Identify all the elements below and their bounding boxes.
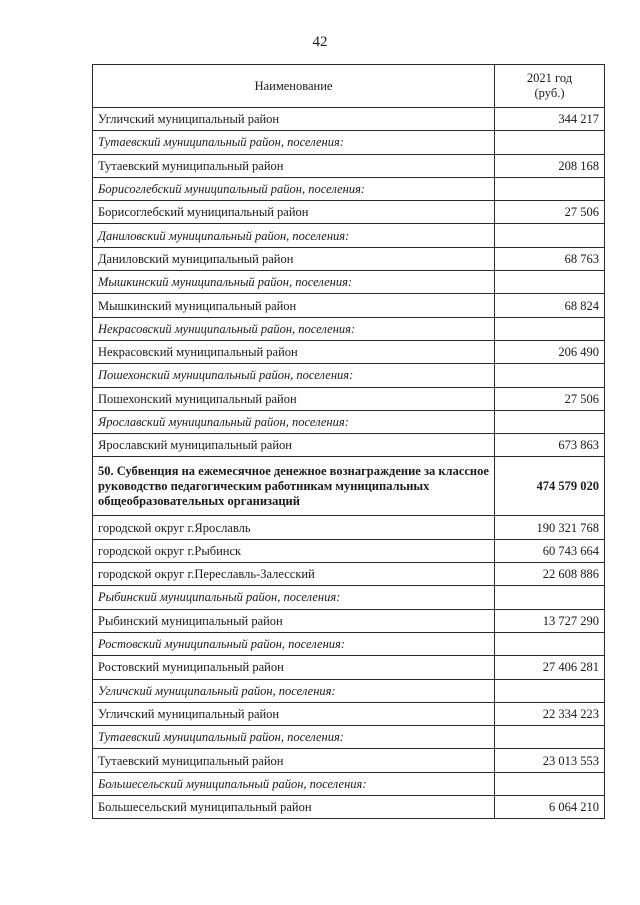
amount-cell	[495, 271, 605, 294]
subheading-row	[93, 364, 605, 387]
table-row	[93, 702, 605, 725]
amount-cell: 673 863	[495, 434, 605, 457]
amount-cell: 344 217	[495, 108, 605, 131]
district-name: Рыбинский муниципальный район	[93, 609, 495, 632]
table-row	[93, 749, 605, 772]
table-row	[93, 609, 605, 632]
amount-cell: 23 013 553	[495, 749, 605, 772]
amount-cell	[495, 364, 605, 387]
district-name: Угличский муниципальный район	[93, 702, 495, 725]
subheading-row	[93, 726, 605, 749]
amount-cell	[495, 679, 605, 702]
table-row	[93, 563, 605, 586]
subheading-row	[93, 177, 605, 200]
table-row	[93, 154, 605, 177]
district-name: Ростовский муниципальный район	[93, 656, 495, 679]
table-row	[93, 387, 605, 410]
amount-cell: 190 321 768	[495, 516, 605, 539]
table-header	[93, 65, 605, 108]
amount-cell: 27 506	[495, 387, 605, 410]
table-row	[93, 516, 605, 539]
district-name: Пошехонский муниципальный район	[93, 387, 495, 410]
district-name: Тутаевский муниципальный район	[93, 154, 495, 177]
table-row	[93, 796, 605, 819]
amount-cell: 22 608 886	[495, 563, 605, 586]
table-body	[93, 108, 605, 819]
amount-cell	[495, 224, 605, 247]
subheading-label: Борисоглебский муниципальный район, поселения:	[93, 177, 495, 200]
subheading-label: Ярославский муниципальный район, поселения:	[93, 410, 495, 433]
amount-cell: 27 506	[495, 201, 605, 224]
table-row	[93, 539, 605, 562]
amount-cell: 68 824	[495, 294, 605, 317]
district-name: Ярославский муниципальный район	[93, 434, 495, 457]
subheading-row	[93, 410, 605, 433]
amount-cell	[495, 632, 605, 655]
subheading-row	[93, 224, 605, 247]
subheading-row	[93, 772, 605, 795]
table-row	[93, 340, 605, 363]
subheading-row	[93, 317, 605, 340]
amount-cell: 68 763	[495, 247, 605, 270]
amount-cell	[495, 131, 605, 154]
amount-cell	[495, 772, 605, 795]
section-total: 474 579 020	[495, 457, 605, 516]
budget-table	[92, 64, 605, 819]
page-number: 42	[312, 34, 328, 50]
section-title: 50. Субвенция на ежемесячное денежное вознаграждение за классное руководство педагогическим работникам муниципальных общеобразовательных организаций	[93, 457, 495, 516]
table-row	[93, 201, 605, 224]
subheading-label: Некрасовский муниципальный район, поселения:	[93, 317, 495, 340]
subheading-label: Мышкинский муниципальный район, поселения:	[93, 271, 495, 294]
table-row	[93, 247, 605, 270]
amount-cell: 206 490	[495, 340, 605, 363]
subheading-label: Ростовский муниципальный район, поселения:	[93, 632, 495, 655]
subheading-row	[93, 679, 605, 702]
column-header-unit: (руб.)	[534, 86, 565, 100]
amount-cell: 208 168	[495, 154, 605, 177]
amount-cell	[495, 177, 605, 200]
district-name: Некрасовский муниципальный район	[93, 340, 495, 363]
table-row	[93, 294, 605, 317]
subheading-label: Угличский муниципальный район, поселения:	[93, 679, 495, 702]
amount-cell: 13 727 290	[495, 609, 605, 632]
amount-cell: 27 406 281	[495, 656, 605, 679]
subheading-label: Даниловский муниципальный район, поселения:	[93, 224, 495, 247]
subheading-label: Большесельский муниципальный район, поселения:	[93, 772, 495, 795]
subheading-label: Рыбинский муниципальный район, поселения:	[93, 586, 495, 609]
subheading-row	[93, 131, 605, 154]
district-name: Даниловский муниципальный район	[93, 247, 495, 270]
table-row	[93, 108, 605, 131]
subheading-label: Тутаевский муниципальный район, поселения:	[93, 726, 495, 749]
amount-cell: 60 743 664	[495, 539, 605, 562]
amount-cell	[495, 726, 605, 749]
table-row	[93, 434, 605, 457]
amount-cell: 22 334 223	[495, 702, 605, 725]
district-name: Большесельский муниципальный район	[93, 796, 495, 819]
column-header-name: Наименование	[93, 65, 495, 108]
column-header-year: 2021 год	[526, 71, 573, 85]
district-name: городской округ г.Переславль-Залесский	[93, 563, 495, 586]
subheading-label: Пошехонский муниципальный район, поселения:	[93, 364, 495, 387]
column-header-value	[495, 65, 605, 108]
district-name: Угличский муниципальный район	[93, 108, 495, 131]
subheading-row	[93, 586, 605, 609]
table-row	[93, 656, 605, 679]
subheading-row	[93, 271, 605, 294]
section-row	[93, 457, 605, 516]
amount-cell: 6 064 210	[495, 796, 605, 819]
district-name: городской округ г.Рыбинск	[93, 539, 495, 562]
district-name: городской округ г.Ярославль	[93, 516, 495, 539]
amount-cell	[495, 317, 605, 340]
subheading-row	[93, 632, 605, 655]
district-name: Борисоглебский муниципальный район	[93, 201, 495, 224]
amount-cell	[495, 586, 605, 609]
district-name: Тутаевский муниципальный район	[93, 749, 495, 772]
district-name: Мышкинский муниципальный район	[93, 294, 495, 317]
amount-cell	[495, 410, 605, 433]
subheading-label: Тутаевский муниципальный район, поселения:	[93, 131, 495, 154]
